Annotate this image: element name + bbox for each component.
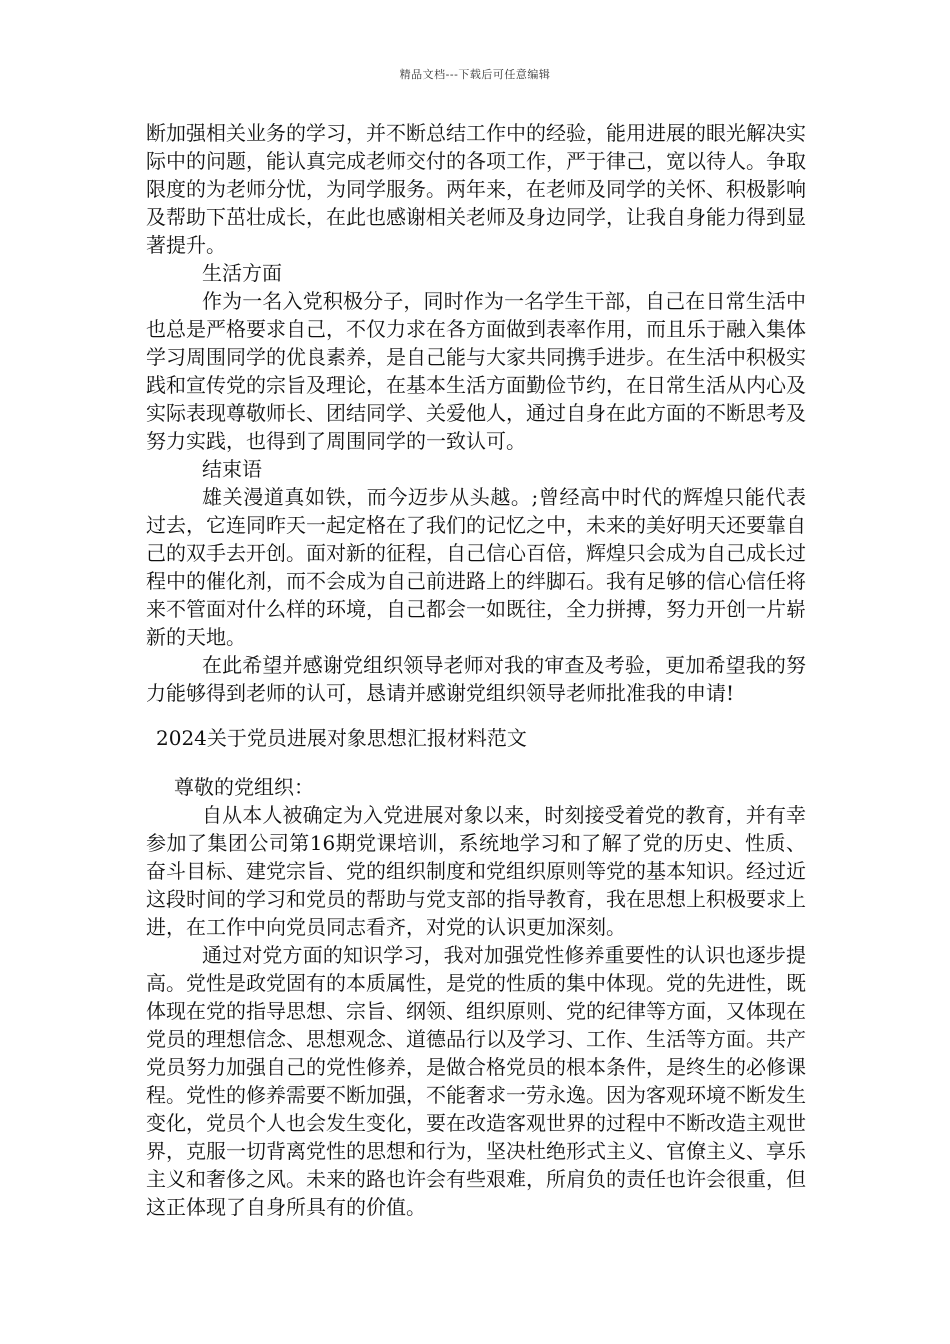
- paragraph-closing-request: 在此希望并感谢党组织领导老师对我的审查及考验，更加希望我的努力能够得到老师的认可，恳请并感谢党组织领导老师批准我的申请!: [146, 653, 806, 705]
- paragraph-work-continued: 断加强相关业务的学习，并不断总结工作中的经验，能用进展的眼光解决实际中的问题，能认真完成老师交付的各项工作，严于律己，宽以待人。争取限度的为老师分忧，为同学服务。两年来，在老师及同学的关怀、积极影响及帮助下茁壮成长，在此也感谢相关老师及身边同学，让我自身能力得到显著提升。: [146, 121, 806, 257]
- paragraph-party-spirit: 通过对党方面的知识学习，我对加强党性修养重要性的认识也逐步提高。党性是政党固有的本质属性，是党的性质的集中体现。党的先进性，既体现在党的指导思想、宗旨、纲领、组织原则、党的纪律等方面，又体现在党员的理想信念、思想观念、道德品行以及学习、工作、生活等方面。共产党员努力加强自己的党性修养，是做合格党员的根本条件，是终生的必修课程。党性的修养需要不断加强，不能奢求一劳永逸。因为客观环境不断发生变化，党员个人也会发生变化，要在改造客观世界的过程中不断改造主观世界，克服一切背离党性的思想和行为，坚决杜绝形式主义、官僚主义、享乐主义和奢侈之风。未来的路也许会有些艰难，所肩负的责任也许会很重，但这正体现了自身所具有的价值。: [146, 943, 806, 1219]
- salutation: 尊敬的党组织：: [174, 775, 314, 799]
- paragraph-life: 作为一名入党积极分子，同时作为一名学生干部，自己在日常生活中也总是严格要求自己，不仅力求在各方面做到表率作用，而且乐于融入集体学习周围同学的优良素养，是自己能与大家共同携手进步。在生活中积极实践和宣传党的宗旨及理论，在基本生活方面勤俭节约，在日常生活从内心及实际表现尊敬师长、团结同学、关爱他人，通过自身在此方面的不断思考及努力实践，也得到了周围同学的一致认可。: [146, 289, 806, 453]
- section-heading-conclusion: 结束语: [202, 457, 262, 481]
- paragraph-training: 自从本人被确定为入党进展对象以来，时刻接受着党的教育，并有幸参加了集团公司第16期党课培训，系统地学习和了解了党的历史、性质、奋斗目标、建党宗旨、党的组织制度和党组织原则等党的基本知识。经过近这段时间的学习和党员的帮助与党支部的指导教育，我在思想上积极要求上进，在工作中向党员同志看齐，对党的认识更加深刻。: [146, 803, 806, 939]
- page-header-watermark: 精品文档---下载后可任意编辑: [399, 68, 551, 81]
- section-heading-life: 生活方面: [202, 261, 282, 285]
- document-body: [146, 119, 806, 1221]
- document-title: 2024关于党员进展对象思想汇报材料范文: [156, 726, 527, 750]
- paragraph-conclusion: 雄关漫道真如铁，而今迈步从头越。;曾经高中时代的辉煌只能代表过去，它连同昨天一起定格在了我们的记忆之中，未来的美好明天还要靠自己的双手去开创。面对新的征程，自己信心百倍，辉煌只会成为自己成长过程中的催化剂，而不会成为自己前进路上的绊脚石。我有足够的信心信任将来不管面对什么样的环境，自己都会一如既往，全力拼搏，努力开创一片崭新的天地。: [146, 485, 806, 649]
